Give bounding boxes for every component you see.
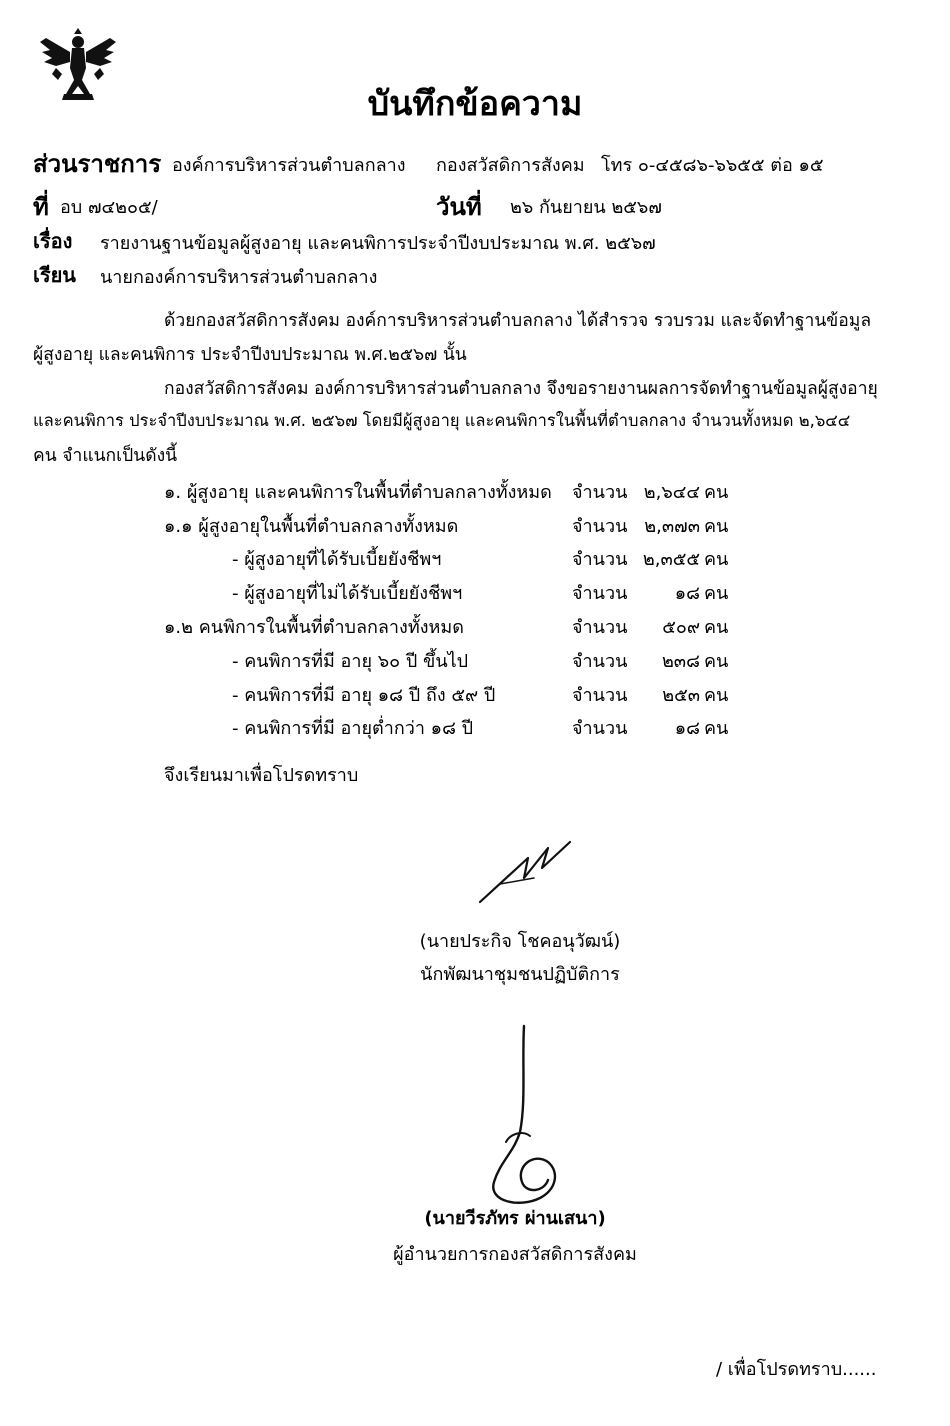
list-item-label: - คนพิการที่มี อายุ ๑๘ ปี ถึง ๕๙ ปี bbox=[232, 685, 496, 706]
list-item-count: ๒๕๓ bbox=[662, 685, 700, 706]
subject-value: รายงานฐานข้อมูลผู้สูงอายุ และคนพิการประจำปีงบประมาณ พ.ศ. ๒๕๖๗ bbox=[100, 233, 656, 254]
list-item-count: ๒,๓๕๕ bbox=[642, 549, 700, 570]
paragraph-1-line-1: ด้วยกองสวัสดิการสังคม องค์การบริหารส่วนตำบลกลาง ได้สำรวจ รวบรวม และจัดทำฐานข้อมูล bbox=[164, 311, 872, 331]
list-item-unit: คน bbox=[704, 685, 729, 706]
list-item-qty-label: จำนวน bbox=[572, 617, 628, 638]
list-item-label: - คนพิการที่มี อายุ ๖๐ ปี ขึ้นไป bbox=[232, 651, 469, 672]
list-item-count: ๑๘ bbox=[674, 718, 700, 739]
list-item-count: ๒,๖๔๔ bbox=[643, 482, 700, 503]
date-label: วันที่ bbox=[436, 193, 482, 221]
list-item-unit: คน bbox=[704, 617, 729, 638]
list-item-qty-label: จำนวน bbox=[572, 583, 628, 604]
list-item-qty-label: จำนวน bbox=[572, 718, 628, 739]
list-item-unit: คน bbox=[704, 583, 729, 604]
phone-value: โทร ๐-๔๕๘๖-๖๖๕๕ ต่อ ๑๕ bbox=[601, 155, 824, 176]
list-item-label: - ผู้สูงอายุที่ได้รับเบี้ยยังชีพฯ bbox=[232, 549, 442, 570]
ref-label: ที่ bbox=[33, 193, 49, 221]
list-item-label: - ผู้สูงอายุที่ไม่ได้รับเบี้ยยังชีพฯ bbox=[232, 583, 463, 604]
signature-1-title: นักพัฒนาชุมชนปฏิบัติการ bbox=[420, 964, 620, 985]
footer-note: / เพื่อโปรดทราบ...... bbox=[716, 1359, 877, 1380]
list-item-qty-label: จำนวน bbox=[572, 651, 628, 672]
signature-1-image bbox=[470, 838, 580, 908]
page-title: บันทึกข้อความ bbox=[367, 84, 583, 124]
to-value: นายกองค์การบริหารส่วนตำบลกลาง bbox=[100, 267, 378, 288]
list-item-unit: คน bbox=[704, 718, 729, 739]
paragraph-2-line-1: กองสวัสดิการสังคม องค์การบริหารส่วนตำบลกลาง จึงขอรายงานผลการจัดทำฐานข้อมูลผู้สูงอายุ bbox=[164, 379, 878, 399]
date-value: ๒๖ กันยายน ๒๕๖๗ bbox=[510, 197, 662, 218]
list-item-count: ๑๘ bbox=[674, 583, 700, 604]
list-item-qty-label: จำนวน bbox=[572, 516, 628, 537]
signature-2-image bbox=[470, 1022, 580, 1212]
agency-value: องค์การบริหารส่วนตำบลกลาง bbox=[172, 155, 406, 176]
paragraph-2-line-3: คน จำแนกเป็นดังนี้ bbox=[33, 446, 178, 466]
signature-2-title: ผู้อำนวยการกองสวัสดิการสังคม bbox=[393, 1244, 637, 1265]
list-item-unit: คน bbox=[704, 651, 729, 672]
list-item-qty-label: จำนวน bbox=[572, 685, 628, 706]
list-item-qty-label: จำนวน bbox=[572, 549, 628, 570]
signature-2-name: (นายวีรภัทร ผ่านเสนา) bbox=[424, 1208, 606, 1229]
list-item-label: ๑.๑ ผู้สูงอายุในพื้นที่ตำบลกลางทั้งหมด bbox=[164, 516, 459, 537]
list-item-unit: คน bbox=[704, 549, 729, 570]
list-item-label: ๑.๒ คนพิการในพื้นที่ตำบลกลางทั้งหมด bbox=[164, 617, 464, 638]
agency-label: ส่วนราชการ bbox=[33, 150, 162, 178]
list-item-label: - คนพิการที่มี อายุต่ำกว่า ๑๘ ปี bbox=[232, 718, 474, 739]
paragraph-2-line-2: และคนพิการ ประจำปีงบประมาณ พ.ศ. ๒๕๖๗ โดยมีผู้สูงอายุ และคนพิการในพื้นที่ตำบลกลาง จำนวนทั้งหมด ๒,๖๔๔ bbox=[33, 411, 851, 430]
to-label: เรียน bbox=[33, 263, 76, 287]
list-item-count: ๕๐๙ bbox=[662, 617, 700, 638]
closing-text: จึงเรียนมาเพื่อโปรดทราบ bbox=[164, 765, 359, 786]
division-value: กองสวัสดิการสังคม bbox=[436, 155, 585, 176]
paragraph-1-line-2: ผู้สูงอายุ และคนพิการ ประจำปีงบประมาณ พ.ศ.๒๕๖๗ นั้น bbox=[33, 345, 467, 365]
subject-label: เรื่อง bbox=[33, 229, 73, 253]
ref-value: อบ ๗๔๒๐๕/ bbox=[60, 197, 158, 218]
list-item-unit: คน bbox=[704, 516, 729, 537]
list-item-qty-label: จำนวน bbox=[572, 482, 628, 503]
list-item-unit: คน bbox=[704, 482, 729, 503]
list-item-label: ๑. ผู้สูงอายุ และคนพิการในพื้นที่ตำบลกลางทั้งหมด bbox=[164, 482, 552, 503]
list-item-count: ๒๓๘ bbox=[661, 651, 700, 672]
signature-1-name: (นายประกิจ โชคอนุวัฒน์) bbox=[419, 931, 621, 952]
list-item-count: ๒,๓๗๓ bbox=[644, 516, 700, 537]
